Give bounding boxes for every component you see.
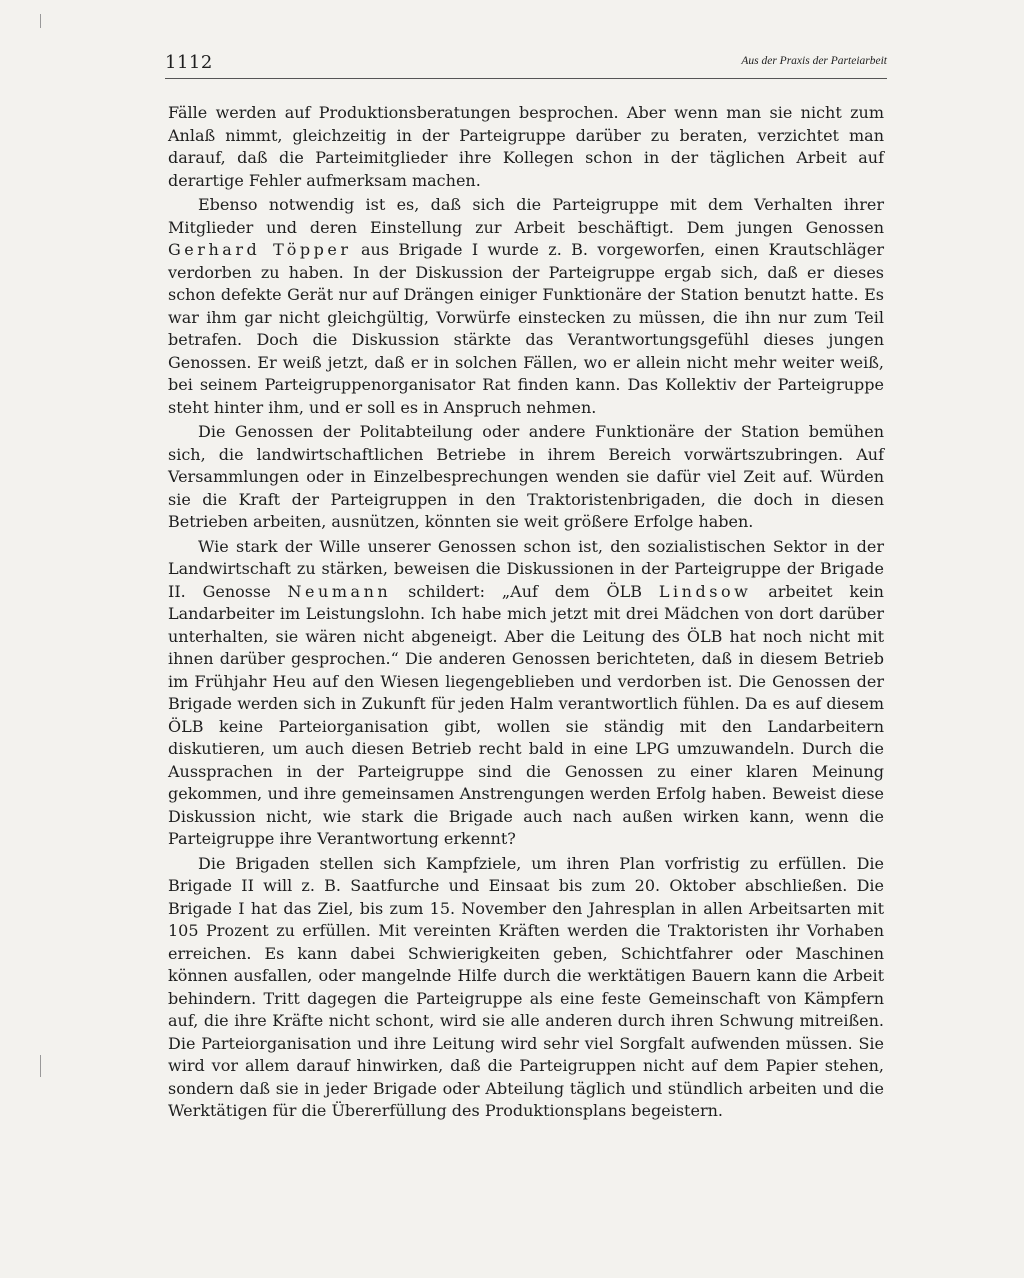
paragraph-2 bbox=[168, 194, 884, 419]
paragraph-4-part: Wie stark der Wille unserer Genossen schon ist, den sozialistischen Sektor in der Landwirtschaft zu stärken, beweisen die Diskussionen in der Parteigruppe der Brigade II. Genosse bbox=[168, 536, 884, 601]
paragraph-1: Fälle werden auf Produktionsberatungen besprochen. Aber wenn man sie nicht zum Anlaß nimmt, gleichzeitig in der Parteigruppe darüber zu beraten, verzichtet man darauf, daß die Parteimitglieder ihre Kollegen schon in der täglichen Arbeit auf derartige Fehler aufmerksam machen. bbox=[168, 103, 884, 190]
paragraph-4-part: arbeitet kein Landarbeiter im Leistungslohn. Ich habe mich jetzt mit drei Mädchen von dort darüber unterhalten, sie wären nicht abgeneigt. Aber die Leitung des ÖLB hat noch nicht mit ihnen darüber gesprochen.“ Die anderen Genossen berichteten, daß in diesem Betrieb im Frühjahr Heu auf den Wiesen liegengeblieben und verdorben ist. Die Genossen der Brigade werden sich in Zukunft für jeden Halm verantwortlich fühlen. Da es auf diesem ÖLB keine Parteiorganisation gibt, wollen sie ständig mit den Landarbeitern diskutieren, um auch diesen Betrieb recht bald in eine LPG umzuwandeln. Durch die Aussprachen in der Parteigruppe sind die Genossen zu einer klaren Meinung gekommen, und ihre gemeinsamen Anstrengungen werden Erfolg haben. Beweist diese Diskussion nicht, wie stark die Brigade auch nach außen wirken kann, wenn die Parteigruppe ihre Verantwortung erkennt? bbox=[168, 581, 884, 848]
scan-edge-mark bbox=[40, 14, 41, 28]
place-name: Lindsow bbox=[658, 581, 752, 601]
paragraph-3: Die Genossen der Politabteilung oder andere Funktionäre der Station bemühen sich, die landwirtschaftlichen Betriebe in ihrem Bereich vorwärtszubringen. Auf Versammlungen oder in Einzelbesprechungen wenden sie dafür viel Zeit auf. Würden sie die Kraft der Parteigruppen in den Traktoristenbrigaden, die doch in diesen Betrieben arbeiten, ausnützen, könnten sie weit größere Erfolge haben. bbox=[168, 422, 884, 531]
paragraph-2-part: Ebenso notwendig ist es, daß sich die Parteigruppe mit dem Verhalten ihrer Mitglieder und deren Einstellung zur Arbeit beschäftigt. Dem jungen Genossen bbox=[168, 195, 884, 237]
article-body bbox=[168, 102, 884, 1125]
paragraph-2-part: aus Brigade I wurde z. B. vorgeworfen, einen Krautschläger verdorben zu haben. In der Diskussion der Parteigruppe ergab sich, daß er dieses schon defekte Gerät nur auf Drängen einiger Funktionäre der Station benutzt hatte. Es war ihm gar nicht gleichgültig, Vorwürfe einstecken zu müssen, die ihn nur zum Teil betrafen. Doch die Diskussion stärkte das Verantwortungsgefühl dieses jungen Genossen. Er weiß jetzt, daß er in solchen Fällen, wo er allein nicht mehr weiter weiß, bei seinem Parteigruppenorganisator Rat finden kann. Das Kollektiv der Parteigruppe steht hinter ihm, und er soll es in Anspruch nehmen. bbox=[168, 240, 884, 417]
running-head: Aus der Praxis der Parteiarbeit bbox=[741, 55, 887, 67]
scan-edge-mark bbox=[40, 1055, 41, 1077]
page-number: 1112 bbox=[165, 52, 213, 73]
paragraph-4-part: schildert: „Auf dem ÖLB bbox=[391, 581, 659, 601]
header-rule bbox=[165, 78, 887, 79]
page-header bbox=[165, 52, 887, 76]
person-name: Gerhard Töpper bbox=[168, 240, 352, 259]
paragraph-4 bbox=[168, 536, 884, 851]
paragraph-5: Die Brigaden stellen sich Kampfziele, um ihren Plan vorfristig zu erfüllen. Die Brigade II will z. B. Saatfurche und Einsaat bis zum 20. Oktober abschließen. Die Brigade I hat das Ziel, bis zum 15. November den Jahresplan in allen Arbeitsarten mit 105 Prozent zu erfüllen. Mit vereinten Kräften werden die Traktoristen ihr Vorhaben erreichen. Es kann dabei Schwierigkeiten geben, Schichtfahrer oder Maschinen können ausfallen, oder mangelnde Hilfe durch die werktätigen Bauern kann die Arbeit behindern. Tritt dagegen die Parteigruppe als eine feste Gemeinschaft von Kämpfern auf, die ihre Kräfte nicht schont, wird sie alle anderen durch ihren Schwung mitreißen. Die Parteiorganisation und ihre Leitung wird sehr viel Sorgfalt aufwenden müssen. Sie wird vor allem darauf hinwirken, daß die Parteigruppen nicht auf dem Papier stehen, sondern daß sie in jeder Brigade oder Abteilung täglich und stündlich arbeiten und die Werktätigen für die Übererfüllung des Produktionsplans begeistern. bbox=[168, 853, 884, 1120]
person-name: Neumann bbox=[287, 581, 392, 601]
